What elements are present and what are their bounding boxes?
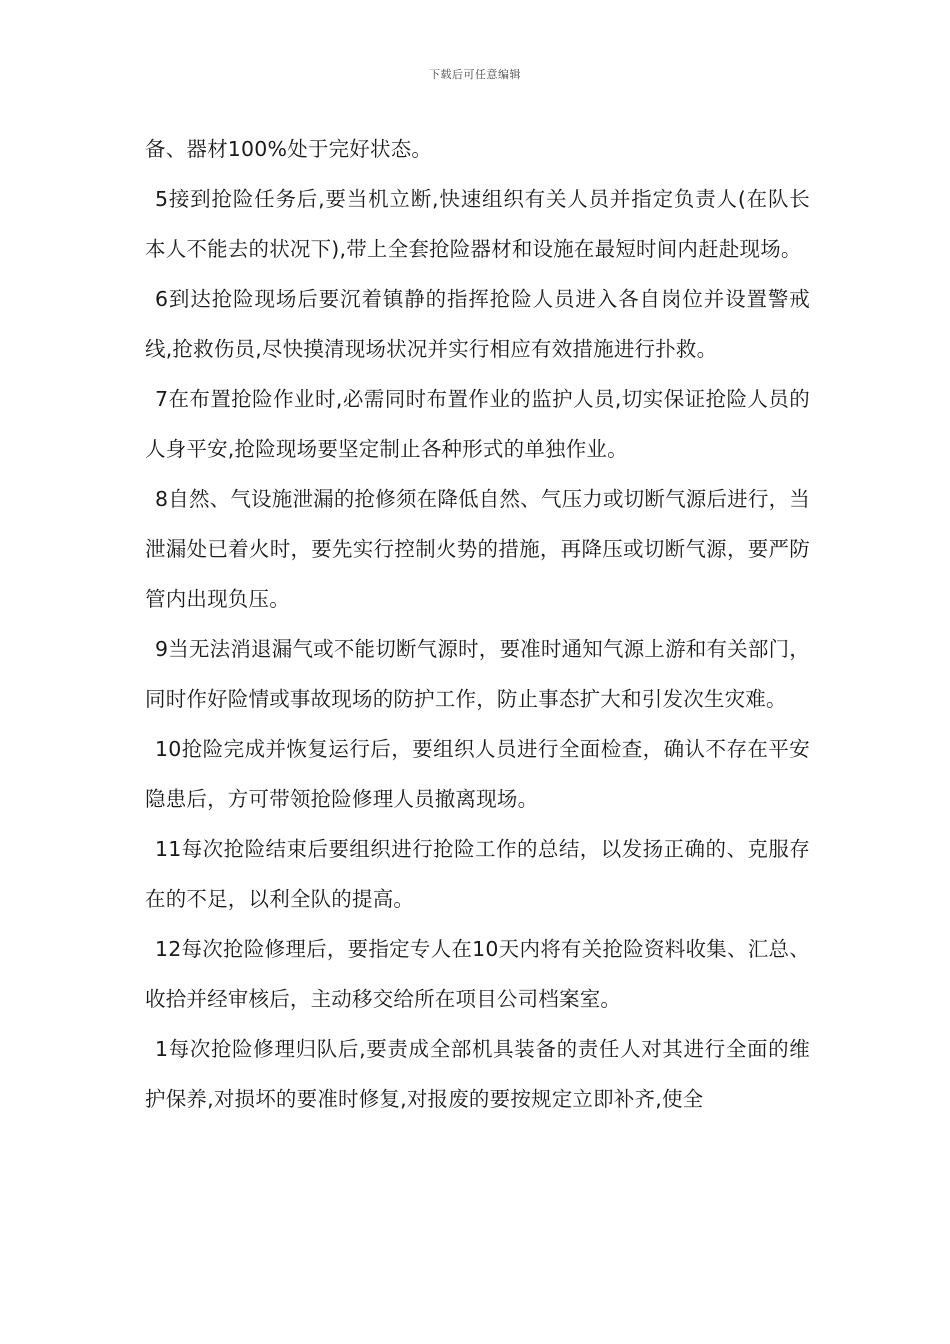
paragraph-item-1: 1每次抢险修理归队后,要责成全部机具装备的责任人对其进行全面的维护保养,对损坏的要准时修复,对报废的要按规定立即补齐,使全	[145, 1037, 810, 1111]
paragraph-item-12: 12每次抢险修理后，要指定专人在10天内将有关抢险资料收集、汇总、收拾并经审核后，主动移交给所在项目公司档案室。	[145, 937, 810, 1011]
paragraph-item-7: 7在布置抢险作业时,必需同时布置作业的监护人员,切实保证抢险人员的人身平安,抢险现场要坚定制止各种形式的单独作业。	[145, 387, 810, 461]
paragraph-continuation: 备、器材100%处于完好状态。	[145, 137, 433, 161]
paragraph-item-9: 9当无法消退漏气或不能切断气源时，要准时通知气源上游和有关部门，同时作好险情或事故现场的防护工作，防止事态扩大和引发次生灾难。	[145, 637, 810, 711]
page-header: 下载后可任意编辑	[429, 68, 521, 81]
document-body	[145, 124, 810, 1124]
paragraph-item-11: 11每次抢险结束后要组织进行抢险工作的总结，以发扬正确的、克服存在的不足，以利全队的提高。	[145, 837, 810, 911]
paragraph-item-6: 6到达抢险现场后要沉着镇静的指挥抢险人员进入各自岗位并设置警戒线,抢救伤员,尽快摸清现场状况并实行相应有效措施进行扑救。	[145, 287, 810, 361]
paragraph-item-8: 8自然、气设施泄漏的抢修须在降低自然、气压力或切断气源后进行，当泄漏处已着火时，要先实行控制火势的措施，再降压或切断气源，要严防管内出现负压。	[145, 487, 810, 611]
paragraph-item-10: 10抢险完成并恢复运行后，要组织人员进行全面检查，确认不存在平安隐患后，方可带领抢险修理人员撤离现场。	[145, 737, 810, 811]
paragraph-item-5: 5接到抢险任务后,要当机立断,快速组织有关人员并指定负责人(在队长本人不能去的状况下),带上全套抢险器材和设施在最短时间内赶赴现场。	[145, 187, 810, 261]
